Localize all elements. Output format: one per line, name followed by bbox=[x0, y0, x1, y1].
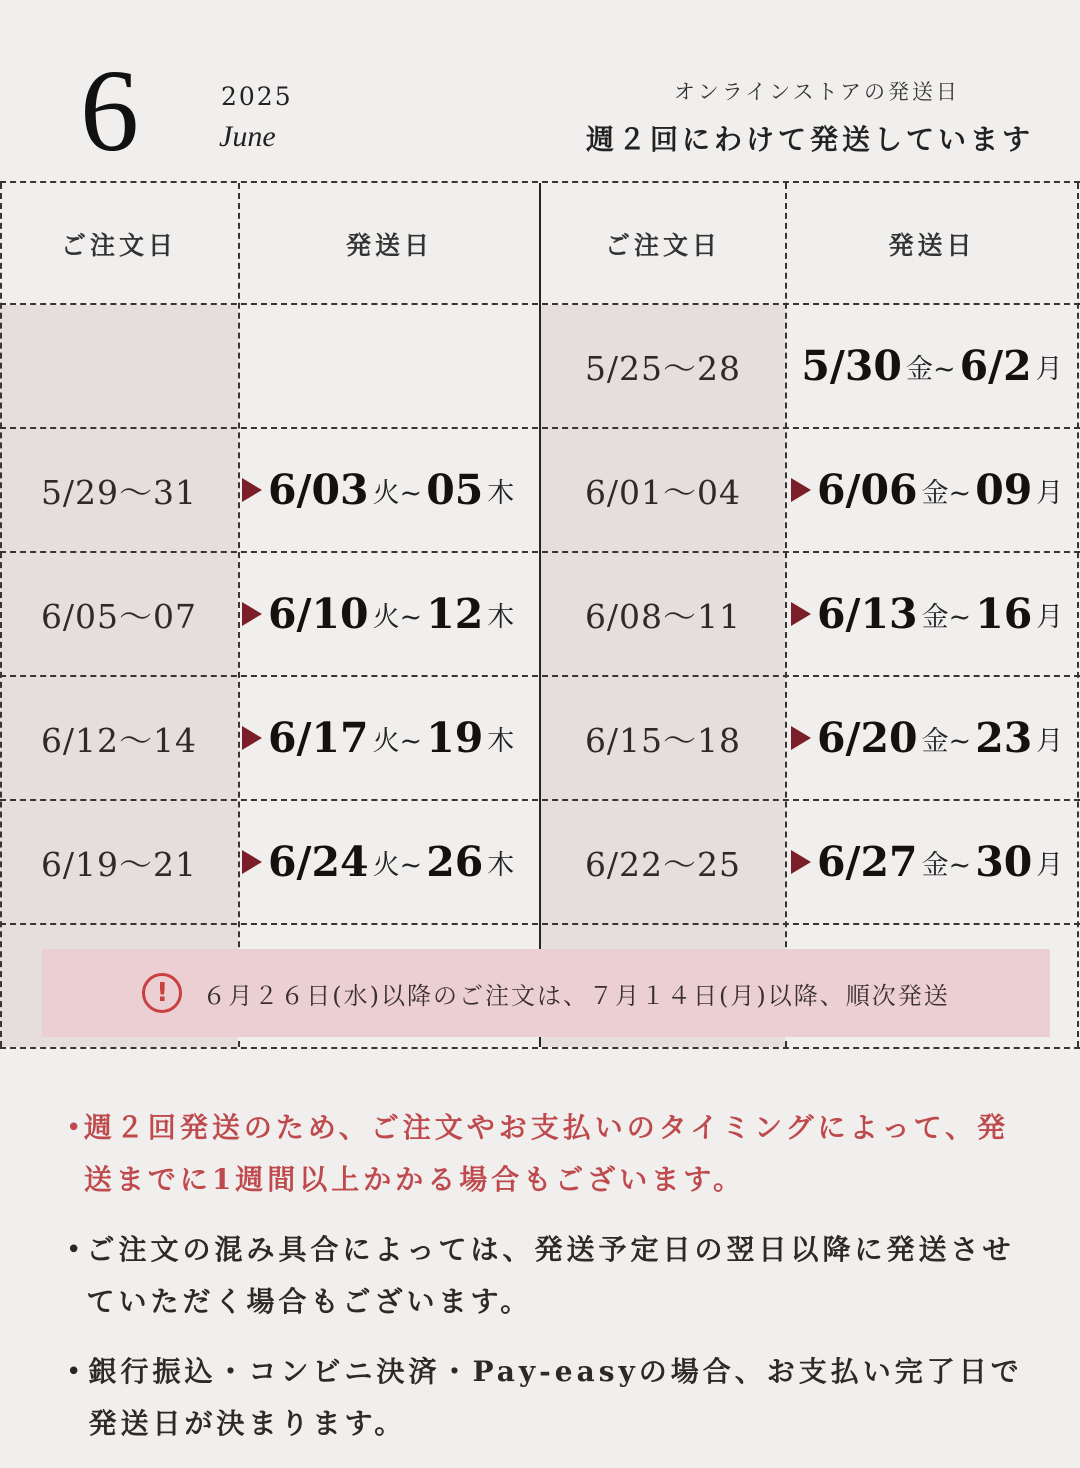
notice-text: ６月２６日(水)以降のご注文は、７月１４日(月)以降、順次発送 bbox=[202, 981, 950, 1010]
ship-start: 6/13 bbox=[817, 590, 918, 638]
month-number: 6 bbox=[80, 45, 139, 176]
order-date-cell: 6/22～25 bbox=[584, 844, 742, 884]
ship-end-day: 木 bbox=[487, 725, 515, 757]
alert-circle-icon: ! bbox=[142, 973, 182, 1013]
order-date-cell: 5/29～31 bbox=[40, 472, 198, 512]
ship-date-cell bbox=[240, 677, 539, 799]
ship-start: 6/10 bbox=[268, 590, 369, 638]
order-date-cell: 6/08～11 bbox=[584, 596, 742, 636]
ship-date-cell bbox=[787, 429, 1077, 551]
ship-start: 6/17 bbox=[268, 714, 369, 762]
note-text: ご注文の混み具合によっては、発送予定日の翌日以降に発送させていただく場合もございます。 bbox=[86, 1233, 1015, 1318]
ship-start-day: 金~ bbox=[921, 725, 972, 757]
ship-end-day: 月 bbox=[1036, 601, 1064, 633]
list-item bbox=[66, 1224, 1026, 1328]
ship-start-day: 金~ bbox=[921, 849, 972, 881]
shipping-schedule-table bbox=[0, 181, 1080, 1049]
ship-end: 30 bbox=[975, 838, 1033, 886]
note-text: 週２回発送のため、ご注文やお支払いのタイミングによって、発送までに1週間以上かかる場合もございます。 bbox=[83, 1111, 1010, 1196]
ship-end: 6/2 bbox=[959, 342, 1032, 390]
ship-end-day: 月 bbox=[1036, 725, 1064, 757]
arrow-right-icon bbox=[242, 726, 262, 750]
ship-end: 09 bbox=[975, 466, 1033, 514]
arrow-right-icon bbox=[791, 726, 811, 750]
page-title: 週２回にわけて発送しています bbox=[585, 123, 1034, 156]
header-ship-date-right: 発送日 bbox=[888, 231, 976, 260]
arrow-right-icon bbox=[791, 602, 811, 626]
shipping-notice-banner bbox=[42, 949, 1050, 1037]
arrow-right-icon bbox=[791, 850, 811, 874]
ship-date-cell bbox=[240, 429, 539, 551]
order-date-cell: 6/19～21 bbox=[40, 844, 198, 884]
note-text: 銀行振込・コンビニ決済・Pay-easyの場合、お支払い完了日で発送日が決まります。 bbox=[88, 1355, 1023, 1440]
header-ship-date-left: 発送日 bbox=[345, 231, 433, 260]
order-date-cell: 6/01～04 bbox=[584, 472, 742, 512]
order-date-cell: 6/15～18 bbox=[584, 720, 742, 760]
bullet-icon: • bbox=[66, 1235, 82, 1265]
ship-end: 12 bbox=[426, 590, 484, 638]
ship-end-day: 木 bbox=[487, 477, 515, 509]
ship-date-cell bbox=[240, 801, 539, 923]
ship-date-cell bbox=[787, 553, 1077, 675]
ship-end: 19 bbox=[426, 714, 484, 762]
ship-end: 26 bbox=[426, 838, 484, 886]
ship-end-day: 月 bbox=[1036, 477, 1064, 509]
order-date-cell: 6/12～14 bbox=[40, 720, 198, 760]
header-order-date-right: ご注文日 bbox=[604, 231, 721, 260]
ship-start-day: 火~ bbox=[372, 725, 423, 757]
ship-start-day: 火~ bbox=[372, 477, 423, 509]
arrow-right-icon bbox=[242, 602, 262, 626]
ship-start-day: 金~ bbox=[905, 353, 956, 385]
order-date-cell: 5/25～28 bbox=[584, 348, 742, 388]
header-order-date-left: ご注文日 bbox=[60, 231, 177, 260]
table-border bbox=[1077, 183, 1079, 1047]
ship-start-day: 金~ bbox=[921, 477, 972, 509]
year-label: 2025 bbox=[221, 82, 293, 111]
list-item bbox=[66, 1346, 1026, 1450]
order-date-cell: 6/05～07 bbox=[40, 596, 198, 636]
ship-start-day: 火~ bbox=[372, 601, 423, 633]
arrow-right-icon bbox=[242, 850, 262, 874]
shipping-notes-list bbox=[66, 1102, 1026, 1468]
ship-end: 05 bbox=[426, 466, 484, 514]
list-item bbox=[66, 1102, 1026, 1206]
ship-end-day: 木 bbox=[487, 601, 515, 633]
ship-end-day: 月 bbox=[1035, 353, 1063, 385]
ship-start: 6/24 bbox=[268, 838, 369, 886]
ship-date-cell bbox=[240, 553, 539, 675]
ship-date-cell bbox=[787, 305, 1077, 427]
bullet-icon: • bbox=[66, 1113, 82, 1143]
ship-start: 6/06 bbox=[817, 466, 918, 514]
ship-start-day: 火~ bbox=[372, 849, 423, 881]
ship-start-day: 金~ bbox=[921, 601, 972, 633]
bullet-icon: • bbox=[66, 1357, 82, 1387]
row-divider bbox=[0, 923, 1080, 925]
ship-start: 5/30 bbox=[801, 342, 902, 390]
ship-date-cell bbox=[787, 677, 1077, 799]
month-name: June bbox=[219, 120, 276, 153]
ship-start: 6/03 bbox=[268, 466, 369, 514]
ship-end: 16 bbox=[975, 590, 1033, 638]
ship-start: 6/27 bbox=[817, 838, 918, 886]
arrow-right-icon bbox=[242, 478, 262, 502]
arrow-right-icon bbox=[791, 478, 811, 502]
page-subtitle: オンラインストアの発送日 bbox=[673, 80, 960, 104]
ship-end-day: 月 bbox=[1036, 849, 1064, 881]
ship-end-day: 木 bbox=[487, 849, 515, 881]
ship-end: 23 bbox=[975, 714, 1033, 762]
ship-date-cell bbox=[787, 801, 1077, 923]
ship-start: 6/20 bbox=[817, 714, 918, 762]
